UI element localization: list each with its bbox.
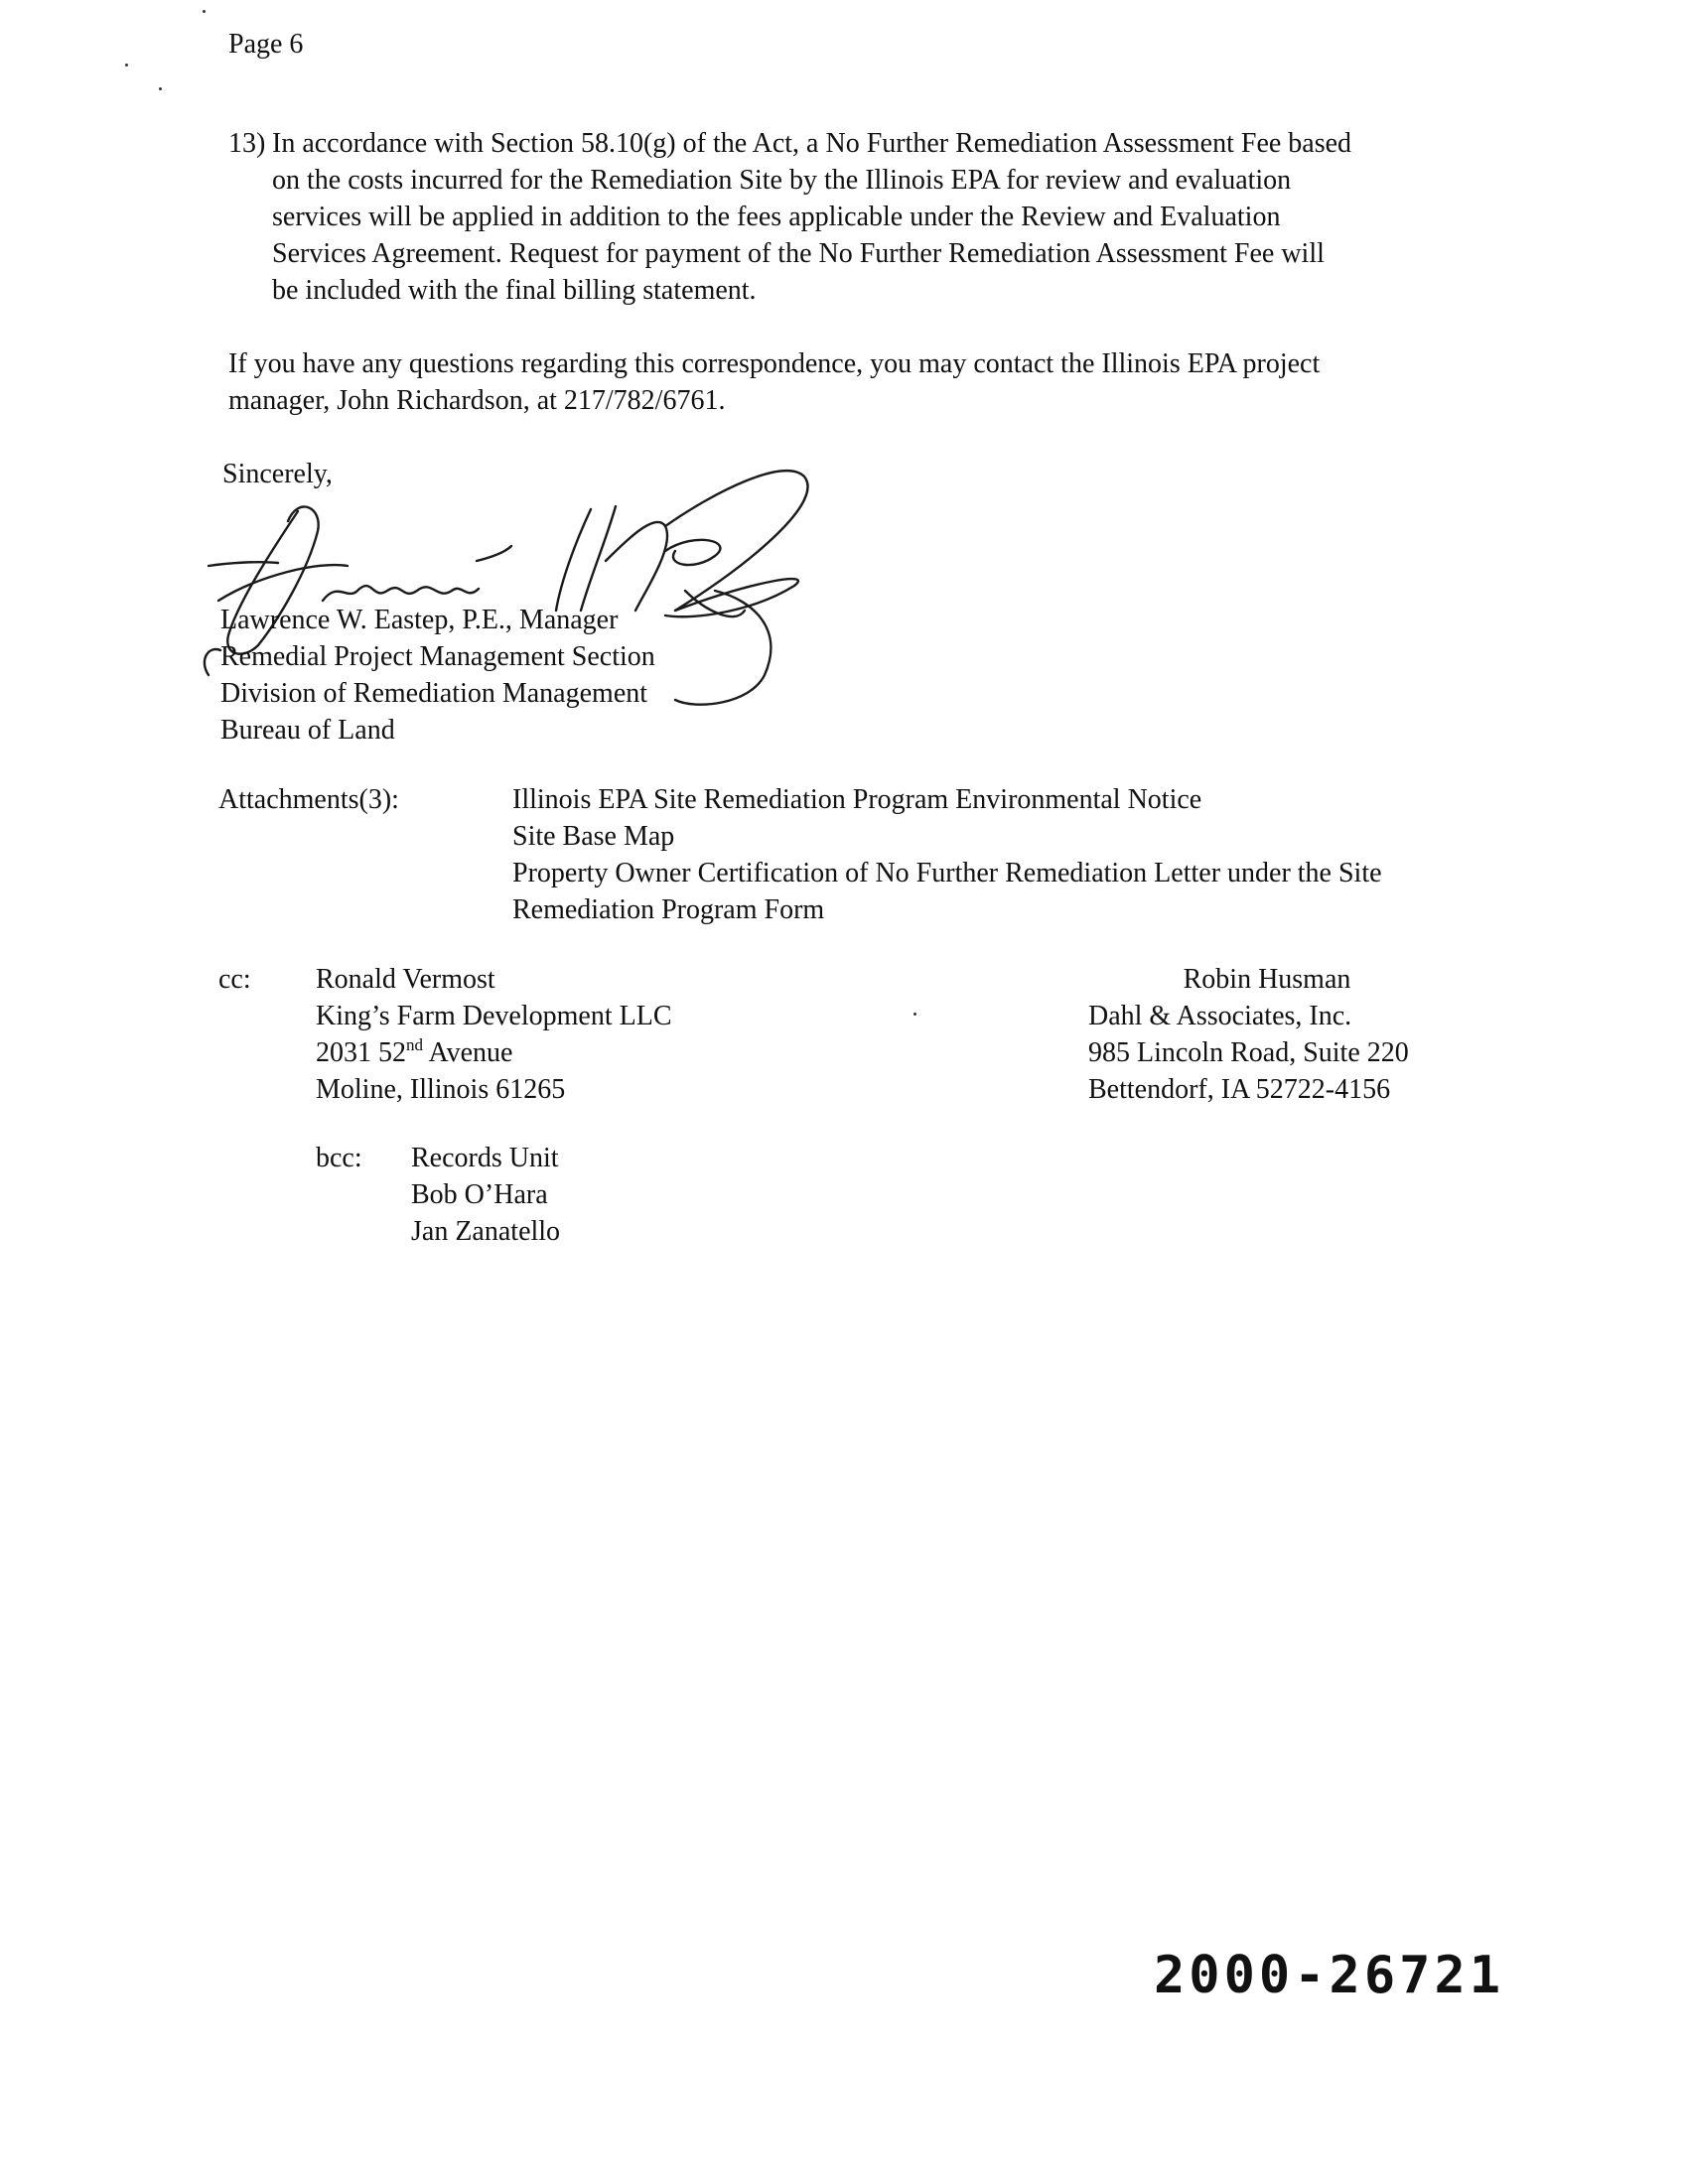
cc-recipient-left [316, 961, 672, 1108]
attachment-item: Site Base Map [512, 821, 675, 852]
ordinal-suffix: nd [406, 1035, 423, 1054]
recipient-city: Moline, Illinois 61265 [316, 1074, 566, 1105]
paragraph-line: Services Agreement. Request for payment of the No Further Remediation Assessment Fee will [272, 238, 1325, 269]
attachment-item: Remediation Program Form [512, 894, 825, 925]
attachment-item: Property Owner Certification of No Further Remediation Letter under the Site [512, 858, 1382, 888]
bcc-item: Jan Zanatello [411, 1216, 561, 1247]
recipient-street: 985 Lincoln Road, Suite 220 [1088, 1037, 1409, 1068]
item-number: 13) [228, 128, 266, 159]
bcc-item: Records Unit [411, 1143, 559, 1173]
signer-division: Division of Remediation Management [220, 678, 648, 709]
signer-bureau: Bureau of Land [220, 715, 395, 746]
recipient-name: Ronald Vermost [316, 964, 495, 995]
paragraph-line: In accordance with Section 58.10(g) of the Act, a No Further Remediation Assessment Fee based [272, 128, 1352, 159]
questions-paragraph [228, 345, 1519, 419]
bcc-label: bcc: [316, 1143, 362, 1173]
bcc-item: Bob O’Hara [411, 1179, 548, 1210]
recipient-company: King’s Farm Development LLC [316, 1001, 672, 1031]
street-name: Avenue [423, 1037, 513, 1068]
attachments-list [512, 781, 1382, 928]
cc-label: cc: [218, 964, 251, 995]
paragraph-line: If you have any questions regarding this correspondence, you may contact the Illinois EPA project [228, 348, 1321, 379]
page-number: Page 6 [228, 29, 304, 60]
attachment-item: Illinois EPA Site Remediation Program Environmental Notice [512, 784, 1202, 815]
paragraph-line: services will be applied in addition to the fees applicable under the Review and Evaluation [272, 202, 1281, 232]
salutation: Sincerely, [222, 459, 333, 489]
signature-block [220, 602, 655, 749]
paragraph-line: on the costs incurred for the Remediation Site by the Illinois EPA for review and evaluation [272, 165, 1292, 196]
bcc-list [411, 1140, 560, 1250]
recipient-city: Bettendorf, IA 52722-4156 [1088, 1074, 1391, 1105]
recipient-company: Dahl & Associates, Inc. [1088, 1001, 1352, 1031]
document-number: 2000-26721 [1154, 1946, 1505, 2005]
recipient-name: Robin Husman [1183, 964, 1351, 995]
street-number: 2031 52 [316, 1037, 406, 1068]
signer-section: Remedial Project Management Section [220, 641, 655, 672]
scan-speck [913, 1013, 916, 1016]
paragraph-line: manager, John Richardson, at 217/782/6761. [228, 385, 726, 416]
attachments-label: Attachments(3): [218, 784, 399, 815]
signer-name: Lawrence W. Eastep, P.E., Manager [220, 605, 619, 635]
paragraph-line: be included with the final billing statement. [272, 275, 757, 306]
scan-speck [125, 64, 128, 67]
scan-speck [159, 87, 162, 90]
cc-recipient-right [1088, 961, 1446, 1108]
recipient-street [316, 1034, 672, 1071]
scan-speck [203, 10, 206, 13]
